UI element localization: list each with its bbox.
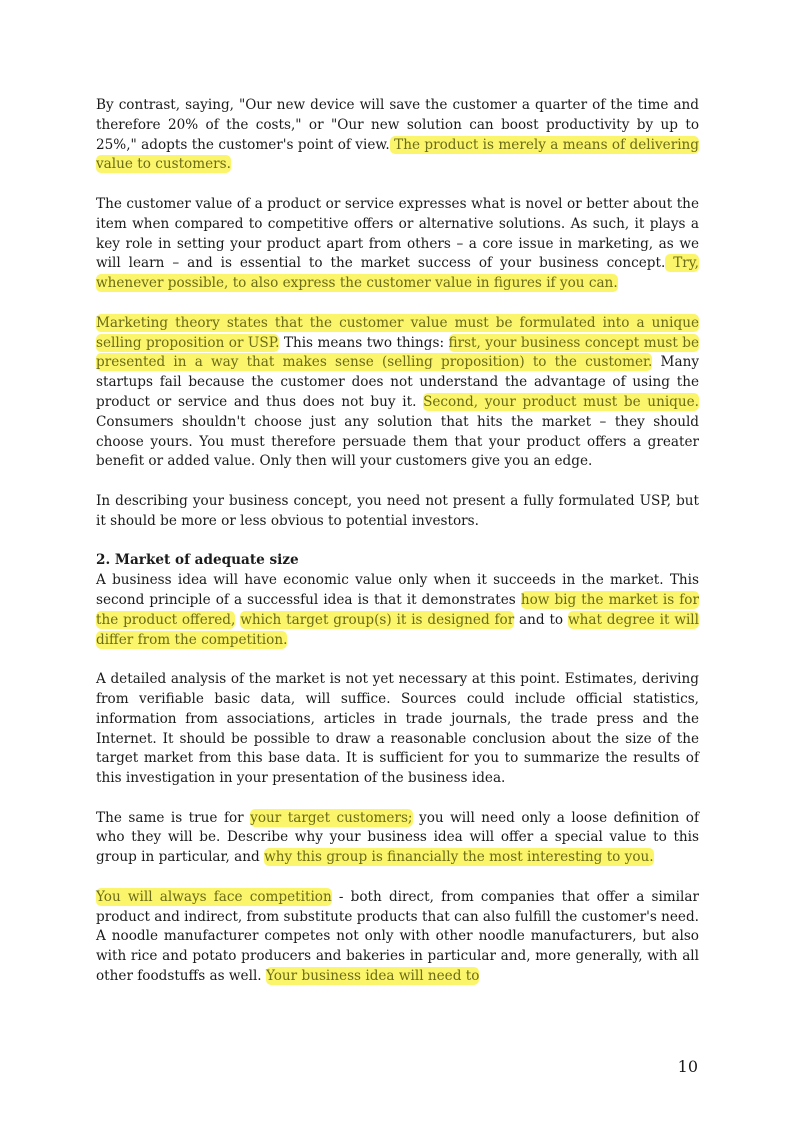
- paragraph-5: [96, 571, 699, 650]
- paragraph-8: [96, 888, 699, 987]
- text-segment: you will need only a loose definition of who they will be. Describe why your business idea will offer a special value to this group in particular, and: [96, 809, 699, 866]
- highlighted-text: The product is merely a means of delivering value to customers.: [96, 136, 700, 173]
- text-segment: A business idea will have economic value only when it succeeds in the market. This second principle of a successful idea is that it demonstrates: [96, 572, 699, 608]
- text-segment: The same is true for: [96, 809, 251, 826]
- paragraph-6: [96, 670, 699, 789]
- highlighted-text: which target group(s) it is designed for: [240, 611, 515, 628]
- highlighted-text: Your business idea will need to: [265, 968, 480, 985]
- paragraph-1: [96, 96, 699, 175]
- highlighted-text: Try, whenever possible, to also express the customer value in figures if you can.: [96, 255, 699, 292]
- text-segment: By contrast, saying, "Our new device will save the customer a quarter of the time and therefore 20% of the costs," or "Our new solution can boost productivity by up to 25%," adopts the customer's point of view.: [96, 97, 699, 153]
- text-segment: Consumers shouldn't choose just any solution that hits the market – they should choose yours. You must therefore persuade them that your product offers a greater benefit or added value. Only then will your customers give you an edge.: [96, 413, 699, 470]
- document-page: [96, 96, 699, 1007]
- text-segment: This means two things:: [279, 334, 449, 351]
- highlighted-text: what degree it will differ from the competition.: [96, 611, 699, 648]
- paragraph-3: [96, 314, 699, 472]
- highlighted-text: your target customers;: [250, 809, 413, 826]
- text-segment: In describing your business concept, you need not present a fully formulated USP, but it should be more or less obvious to potential investors.: [96, 492, 699, 529]
- highlighted-text: Marketing theory states that the customer value must be formulated into a unique selling proposition or USP.: [96, 314, 699, 351]
- paragraph-7: [96, 809, 699, 868]
- highlighted-text: why this group is financially the most interesting to you.: [264, 849, 654, 866]
- paragraph-4: [96, 492, 699, 532]
- paragraph-2: [96, 195, 699, 294]
- highlighted-text: You will always face competition: [96, 888, 332, 905]
- highlighted-text: Second, your product must be unique.: [423, 393, 699, 410]
- section-heading: 2. Market of adequate size: [96, 552, 299, 569]
- page-number: 10: [677, 1057, 698, 1076]
- highlighted-text: how big the market is for the product offered,: [96, 591, 699, 628]
- text-segment: A detailed analysis of the market is not yet necessary at this point. Estimates, deriving from verifiable basic data, will suffice. Sources could include official statistics, information from associations, articles in trade journals, the trade press and the Internet. It should be possible to draw a reasonable conclusion about the size of the target market from this base data. It is sufficient for you to summarize the results of this investigation in your presentation of the business idea.: [96, 671, 699, 787]
- highlighted-text: first, your business concept must be presented in a way that makes sense (selling proposition) to the customer.: [96, 334, 699, 371]
- text-segment: - both direct, from companies that offer a similar product and indirect, from substitute products that can also fulfill the customer's need. A noodle manufacturer competes not only with other noodle manufacturers, but also with rice and potato producers and bakeries in particular and, more generally, with all other foodstuffs as well.: [96, 888, 699, 985]
- text-segment: Many startups fail because the customer does not understand the advantage of using the product or service and thus does not buy it.: [96, 354, 700, 410]
- text-segment: and to: [514, 611, 568, 628]
- text-segment: The customer value of a product or service expresses what is novel or better about the item when compared to competitive offers or alternative solutions. As such, it plays a key role in setting your product apart from others – a core issue in marketing, as we will learn – and is essential to the market success of your business concept.: [96, 195, 699, 272]
